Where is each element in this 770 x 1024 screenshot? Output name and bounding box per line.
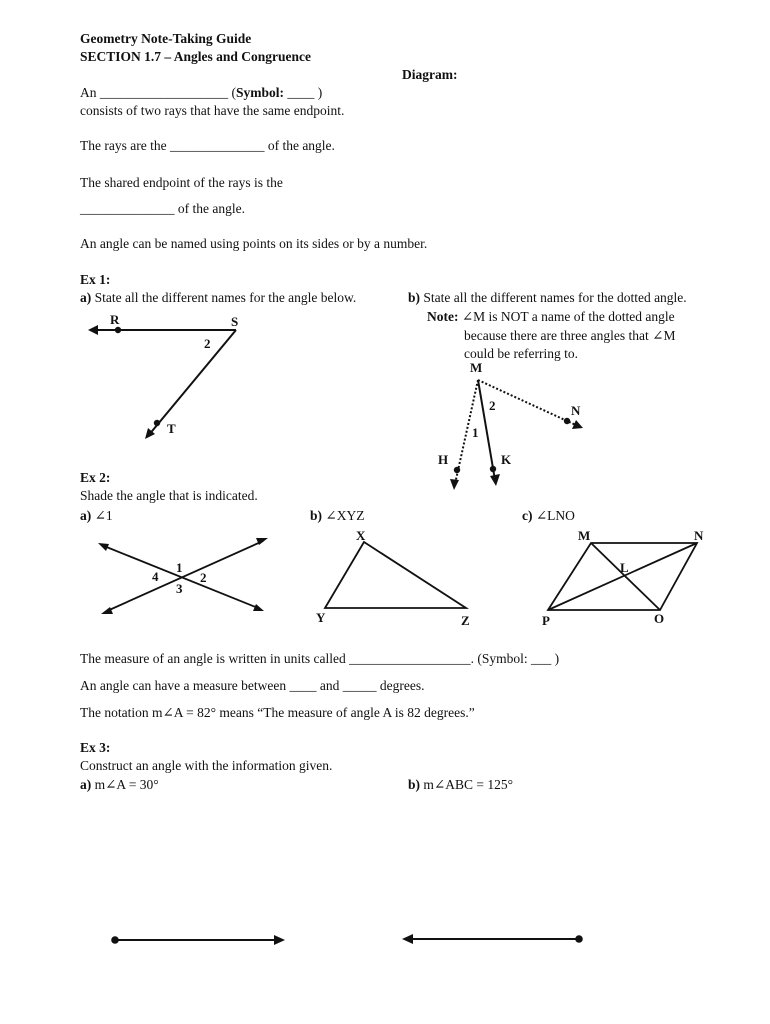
label-n: N bbox=[694, 528, 704, 543]
angle-definition-text: An ___________________ ( bbox=[80, 85, 236, 100]
ex2-b-prefix: b) bbox=[310, 508, 323, 523]
ex3-b-text: m∠ABC = 125° bbox=[420, 777, 513, 792]
label-p: P bbox=[542, 613, 550, 628]
symbol-label: Symbol: bbox=[236, 85, 285, 100]
ex2-c-text: ∠LNO bbox=[532, 508, 575, 523]
endpoint-definition-line1: The shared endpoint of the rays is the bbox=[80, 175, 283, 190]
label-m: M bbox=[578, 528, 591, 543]
rays-definition: The rays are the ______________ of the angle. bbox=[80, 138, 335, 153]
ex2-b-text: ∠XYZ bbox=[322, 508, 365, 523]
ex3-instruction: Construct an angle with the information given. bbox=[80, 758, 333, 773]
section-title: SECTION 1.7 – Angles and Congruence bbox=[80, 49, 312, 64]
ex2-instruction: Shade the angle that is indicated. bbox=[80, 488, 258, 503]
label-angle-2: 2 bbox=[204, 336, 211, 351]
ex3-a-text: m∠A = 30° bbox=[91, 777, 159, 792]
ex1-b-text: State all the different names for the dotted angle. bbox=[420, 290, 687, 305]
label-angle-2b: 2 bbox=[489, 398, 496, 413]
label-k: K bbox=[501, 452, 512, 467]
label-z: Z bbox=[461, 613, 470, 628]
arrowhead-ray-b bbox=[402, 934, 413, 944]
ex3-heading: Ex 3: bbox=[80, 740, 111, 755]
label-t: T bbox=[167, 421, 176, 436]
note-prefix: Note: bbox=[427, 309, 459, 324]
diagram-label: Diagram: bbox=[402, 67, 458, 82]
ex1-a-prefix: a) bbox=[80, 290, 92, 305]
ex3-a-prefix: a) bbox=[80, 777, 92, 792]
label-angle-3: 3 bbox=[176, 581, 183, 596]
ex2-a-prefix: a) bbox=[80, 508, 92, 523]
ex1-note-line2: because there are three angles that ∠M bbox=[464, 328, 676, 343]
label-s: S bbox=[231, 314, 239, 329]
ex2-a-text: ∠1 bbox=[91, 508, 113, 523]
ex1-b-prefix: b) bbox=[408, 290, 421, 305]
arrowhead-ray-a bbox=[274, 935, 285, 945]
vertex-b bbox=[575, 935, 583, 943]
ex1-note-line3: could be referring to. bbox=[464, 346, 578, 361]
measure-range: An angle can have a measure between ____ and _____ degrees. bbox=[80, 678, 425, 693]
ex2-c-prefix: c) bbox=[522, 508, 533, 523]
angle-definition-line2: consists of two rays that have the same endpoint. bbox=[80, 103, 345, 118]
label-x: X bbox=[356, 528, 366, 543]
label-l: L bbox=[620, 560, 629, 575]
label-angle-1b: 1 bbox=[472, 425, 479, 440]
endpoint-definition-line2: ______________ of the angle. bbox=[80, 201, 245, 216]
label-n: N bbox=[571, 403, 581, 418]
ex3-b-prefix: b) bbox=[408, 777, 421, 792]
note-text: ∠M is NOT a name of the dotted angle bbox=[458, 309, 675, 324]
naming-statement: An angle can be named using points on its sides or by a number. bbox=[80, 236, 428, 251]
vertex-a bbox=[111, 936, 119, 944]
label-angle-2: 2 bbox=[200, 570, 207, 585]
label-angle-1: 1 bbox=[176, 560, 183, 575]
label-y: Y bbox=[316, 610, 326, 625]
label-o: O bbox=[654, 611, 665, 626]
label-m: M bbox=[470, 360, 483, 375]
ex1-heading: Ex 1: bbox=[80, 272, 111, 287]
ex2-heading: Ex 2: bbox=[80, 470, 111, 485]
label-h: H bbox=[438, 452, 449, 467]
label-angle-4: 4 bbox=[152, 569, 159, 584]
measure-units: The measure of an angle is written in units called __________________. (Symbol: ___ ) bbox=[80, 651, 560, 666]
measure-notation: The notation m∠A = 82° means “The measure of angle A is 82 degrees.” bbox=[80, 705, 475, 720]
guide-title: Geometry Note-Taking Guide bbox=[80, 31, 252, 46]
label-r: R bbox=[110, 312, 120, 327]
symbol-blank: ____ ) bbox=[284, 85, 323, 100]
ex1-a-text: State all the different names for the angle below. bbox=[91, 290, 357, 305]
